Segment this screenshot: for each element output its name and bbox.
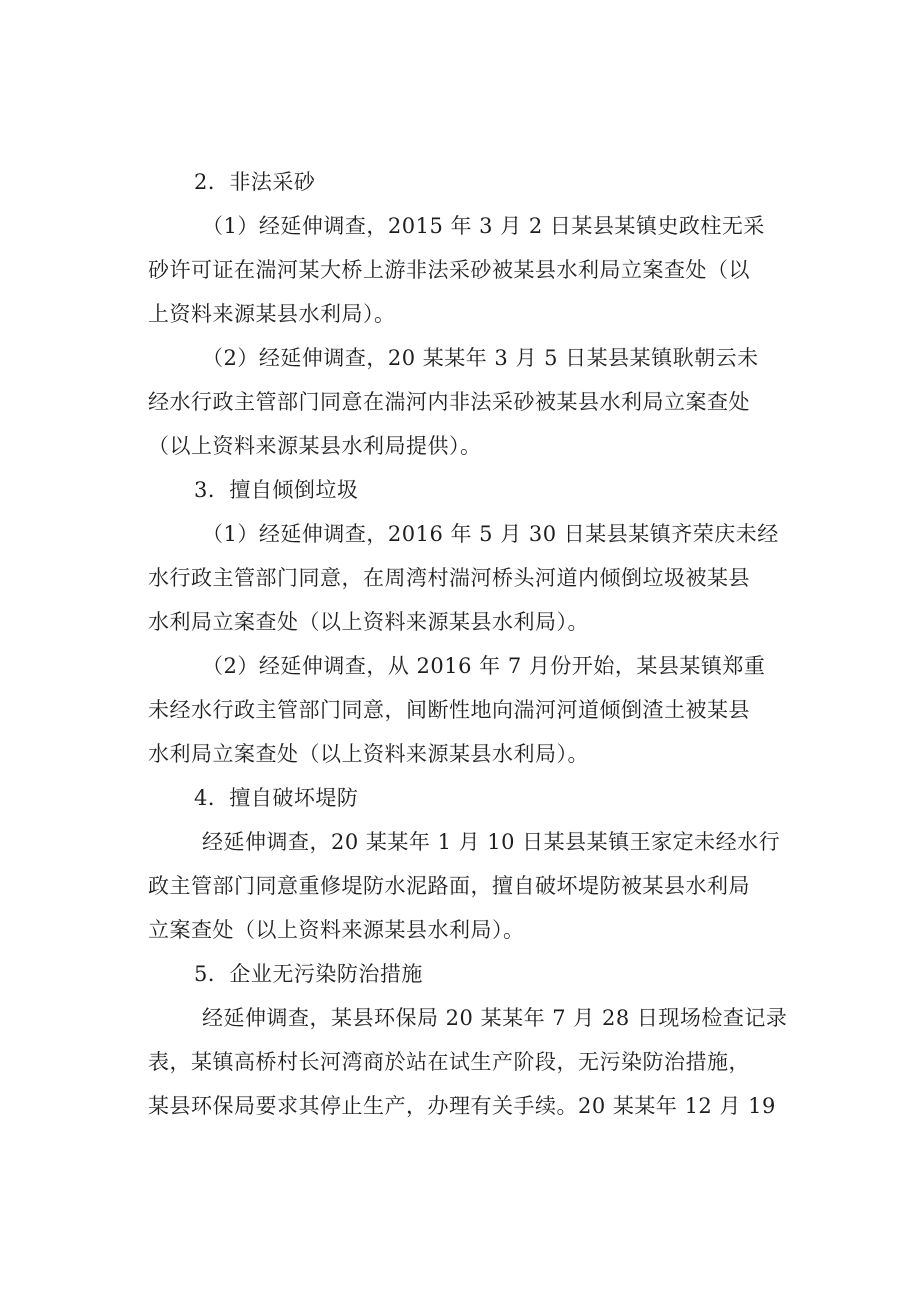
- text-line: 水行政主管部门同意，在周湾村湍河桥头河道内倾倒垃圾被某县: [148, 566, 750, 590]
- section-pollution-prevention: [148, 952, 800, 1128]
- text-line: 某县环保局要求其停止生产，办理有关手续。20 某某年 12 月 19: [148, 1094, 776, 1118]
- section-levee-damage: [148, 776, 800, 952]
- text-line: 经水行政主管部门同意在湍河内非法采砂被某县水利局立案查处: [148, 390, 750, 414]
- paragraph: [148, 996, 800, 1128]
- section-heading: 3．擅自倾倒垃圾: [194, 478, 359, 502]
- paragraph: [148, 644, 800, 776]
- text-line: 政主管部门同意重修堤防水泥路面，擅自破坏堤防被某县水利局: [148, 874, 750, 898]
- paragraph: [148, 204, 800, 336]
- text-line: 水利局立案查处（以上资料来源某县水利局）。: [148, 610, 589, 634]
- text-line: 砂许可证在湍河某大桥上游非法采砂被某县水利局立案查处（以: [148, 258, 750, 282]
- text-line: 表，某镇高桥村长河湾商於站在试生产阶段，无污染防治措施，: [148, 1050, 750, 1074]
- text-line: 未经水行政主管部门同意，间断性地向湍河河道倾倒渣土被某县: [148, 698, 750, 722]
- paragraph: [148, 820, 800, 952]
- text-line: （2）经延伸调查，20 某某年 3 月 5 日某县某镇耿朝云未: [202, 346, 759, 370]
- section-heading: 4．擅自破坏堤防: [194, 786, 359, 810]
- text-line: （1）经延伸调查，2016 年 5 月 30 日某县某镇齐荣庆未经: [202, 522, 779, 546]
- text-line: 经延伸调查，20 某某年 1 月 10 日某县某镇王家定未经水行: [202, 830, 781, 854]
- text-line: （以上资料来源某县水利局提供）。: [148, 434, 482, 458]
- text-line: 立案查处（以上资料来源某县水利局）。: [148, 918, 525, 942]
- text-line: （1）经延伸调查，2015 年 3 月 2 日某县某镇史政柱无采: [202, 214, 765, 238]
- paragraph: [148, 336, 800, 468]
- paragraph: [148, 512, 800, 644]
- text-line: 经延伸调查，某县环保局 20 某某年 7 月 28 日现场检查记录: [202, 1006, 788, 1030]
- text-line: 上资料来源某县水利局）。: [148, 302, 396, 326]
- document-body: [148, 160, 800, 1128]
- section-illegal-dumping: [148, 468, 800, 776]
- text-line: （2）经延伸调查，从 2016 年 7 月份开始，某县某镇郑重: [202, 654, 766, 678]
- section-heading: 5．企业无污染防治措施: [194, 962, 423, 986]
- section-illegal-sand-mining: [148, 160, 800, 468]
- section-heading: 2．非法采砂: [194, 170, 316, 194]
- text-line: 水利局立案查处（以上资料来源某县水利局）。: [148, 742, 589, 766]
